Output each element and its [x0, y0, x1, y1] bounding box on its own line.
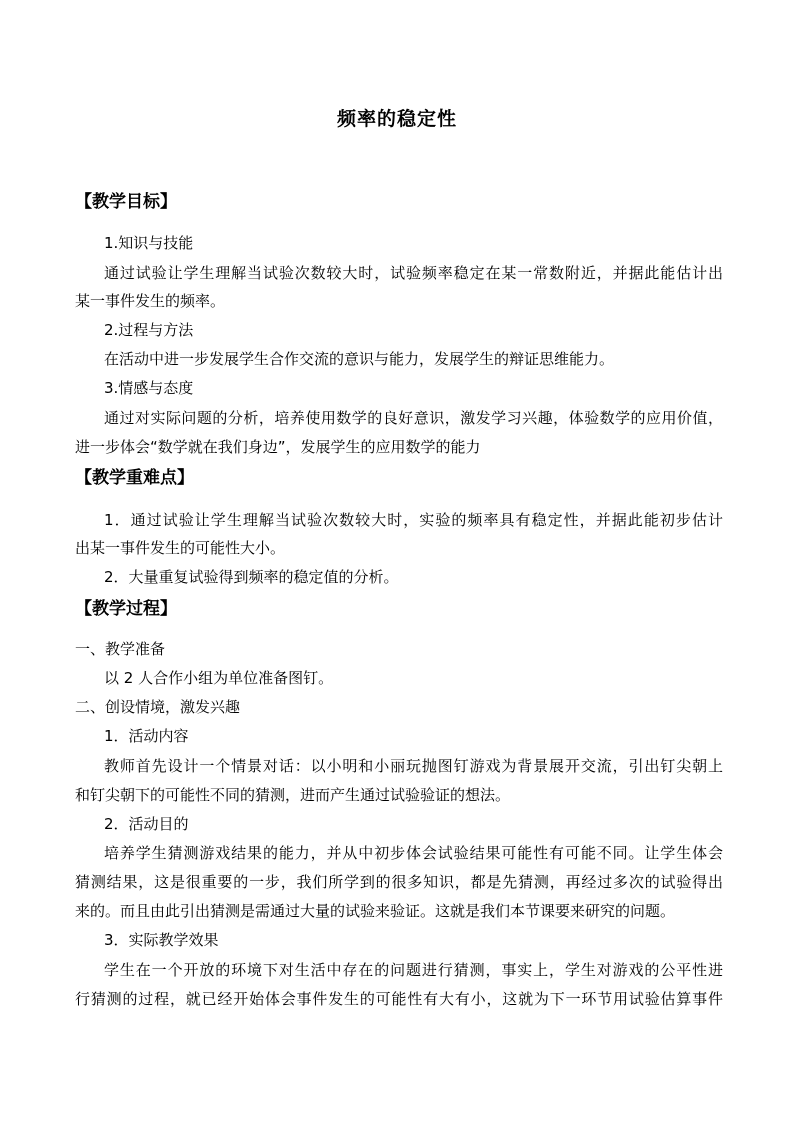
section-heading-goals: 【教学目标】 [75, 192, 177, 212]
process-step-2-sub-1-line2: 和钉尖朝下的可能性不同的猜测，进而产生通过试验验证的想法。 [75, 786, 511, 804]
key-point-1-line1: 1．通过试验让学生理解当试验次数较大时，实验的频率具有稳定性，并据此能初步估计 [104, 511, 723, 529]
process-step-1-text: 以 2 人合作小组为单位准备图钉。 [104, 669, 334, 687]
goal-item-1-text-line1: 通过试验让学生理解当试验次数较大时，试验频率稳定在某一常数附近，并据此能估计出 [104, 264, 723, 282]
process-step-2-sub-2-label: 2．活动目的 [104, 815, 189, 833]
key-point-1-line2: 出某一事件发生的可能性大小。 [75, 539, 286, 557]
goal-item-2-text: 在活动中进一步发展学生合作交流的意识与能力，发展学生的辩证思维能力。 [104, 350, 615, 368]
process-step-2-sub-2-line2: 猜测结果，这是很重要的一步，我们所学到的很多知识，都是先猜测，再经过多次的试验得出 [75, 873, 723, 891]
process-step-2-sub-2-line1: 培养学生猜测游戏结果的能力，并从中初步体会试验结果可能性有可能不同。让学生体会 [104, 844, 723, 862]
process-step-2-sub-3-line2: 行猜测的过程，就已经开始体会事件发生的可能性有大有小，这就为下一环节用试验估算事件 [75, 990, 723, 1008]
process-step-2-sub-3-label: 3．实际教学效果 [104, 931, 219, 949]
goal-item-2-label: 2.过程与方法 [104, 321, 194, 339]
process-step-2-sub-1-label: 1．活动内容 [104, 727, 189, 745]
goal-item-1-text-line2: 某一事件发生的频率。 [75, 292, 226, 310]
process-step-2-sub-3-line1: 学生在一个开放的环境下对生活中存在的问题进行猜测，事实上，学生对游戏的公平性进 [104, 961, 723, 979]
section-heading-key-points: 【教学重难点】 [75, 468, 194, 488]
goal-item-3-text-line1: 通过对实际问题的分析，培养使用数学的良好意识，激发学习兴趣，体验数学的应用价值， [104, 409, 723, 427]
goal-item-3-text-line2: 进一步体会“数学就在我们身边”，发展学生的应用数学的能力 [75, 438, 481, 456]
key-point-2: 2．大量重复试验得到频率的稳定值的分析。 [104, 568, 399, 586]
process-step-1-title: 一、教学准备 [75, 640, 166, 658]
process-step-2-sub-2-line3: 来的。而且由此引出猜测是需通过大量的试验来验证。这就是我们本节课要来研究的问题。 [75, 902, 676, 920]
goal-item-1-label: 1.知识与技能 [104, 234, 194, 252]
process-step-2-title: 二、创设情境，激发兴趣 [75, 698, 241, 716]
goal-item-3-label: 3.情感与态度 [104, 379, 194, 397]
process-step-2-sub-1-line1: 教师首先设计一个情景对话：以小明和小丽玩抛图钉游戏为背景展开交流，引出钉尖朝上 [104, 757, 723, 775]
document-title: 频率的稳定性 [336, 108, 457, 130]
section-heading-process: 【教学过程】 [75, 599, 177, 619]
